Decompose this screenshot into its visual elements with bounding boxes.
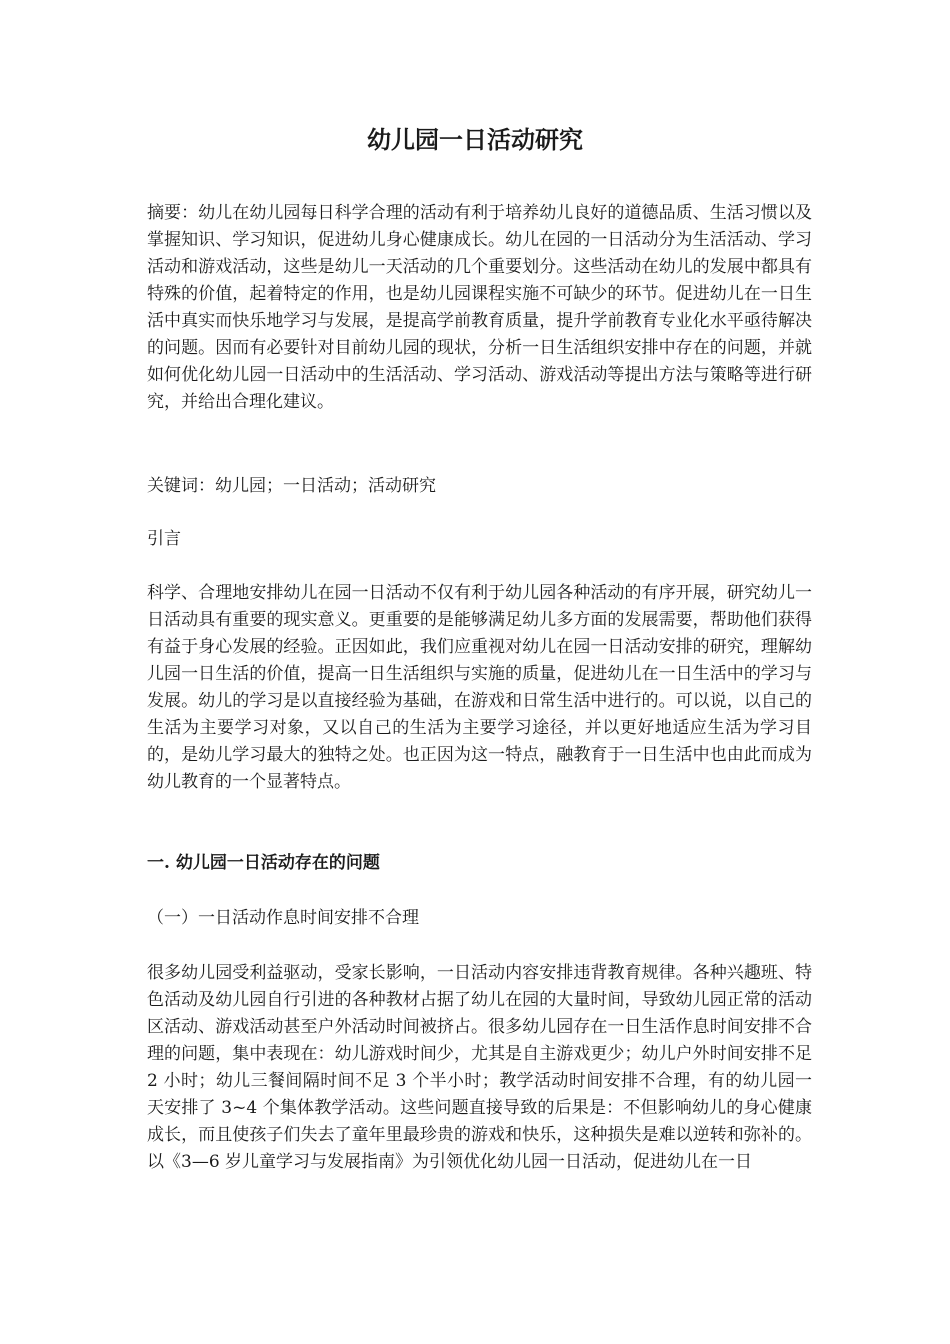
document-title: 幼儿园一日活动研究 [367,125,583,154]
section-heading: 一. 幼儿园一日活动存在的问题 [147,853,380,873]
subsection-heading: （一）一日活动作息时间安排不合理 [147,908,419,928]
intro-paragraph: 科学、合理地安排幼儿在园一日活动不仅有利于幼儿园各种活动的有序开展，研究幼儿一日活动具有重要的现实意义。更重要的是能够满足幼儿多方面的发展需要，帮助他们获得有益于身心发展的经验。正因如此，我们应重视对幼儿在园一日活动安排的研究，理解幼儿园一日生活的价值，提高一日生活组织与实施的质量，促进幼儿在一日生活中的学习与发展。幼儿的学习是以直接经验为基础，在游戏和日常生活中进行的。可以说，以自己的生活为主要学习对象，又以自己的生活为主要学习途径，并以更好地适应生活为学习目的，是幼儿学习最大的独特之处。也正因为这一特点，融教育于一日生活中也由此而成为幼儿教育的一个显著特点。 [147,583,812,792]
section-paragraph: 很多幼儿园受利益驱动，受家长影响，一日活动内容安排违背教育规律。各种兴趣班、特色活动及幼儿园自行引进的各种教材占据了幼儿在园的大量时间，导致幼儿园正常的活动区活动、游戏活动甚至户外活动时间被挤占。很多幼儿园存在一日生活作息时间安排不合理的问题，集中表现在：幼儿游戏时间少，尤其是自主游戏更少；幼儿户外时间安排不足 2 小时；幼儿三餐间隔时间不足 3 个半小时；教学活动时间安排不合理，有的幼儿园一天安排了 3~4 个集体教学活动。这些问题直接导致的后果是：不但影响幼儿的身心健康成长，而且使孩子们失去了童年里最珍贵的游戏和快乐，这种损失是难以逆转和弥补的。以《3—6 岁儿童学习与发展指南》为引领优化幼儿园一日活动，促进幼儿在一日 [147,963,812,1172]
abstract-paragraph: 摘要：幼儿在幼儿园每日科学合理的活动有利于培养幼儿良好的道德品质、生活习惯以及掌握知识、学习知识，促进幼儿身心健康成长。幼儿在园的一日活动分为生活活动、学习活动和游戏活动，这些是幼儿一天活动的几个重要划分。这些活动在幼儿的发展中都具有特殊的价值，起着特定的作用，也是幼儿园课程实施不可缺少的环节。促进幼儿在一日生活中真实而快乐地学习与发展，是提高学前教育质量，提升学前教育专业化水平亟待解决的问题。因而有必要针对目前幼儿园的现状，分析一日生活组织安排中存在的问题，并就如何优化幼儿园一日活动中的生活活动、学习活动、游戏活动等提出方法与策略等进行研究，并给出合理化建议。 [147,203,812,412]
intro-heading: 引言 [147,529,181,549]
keywords-line: 关键词：幼儿园；一日活动；活动研究 [147,476,436,496]
